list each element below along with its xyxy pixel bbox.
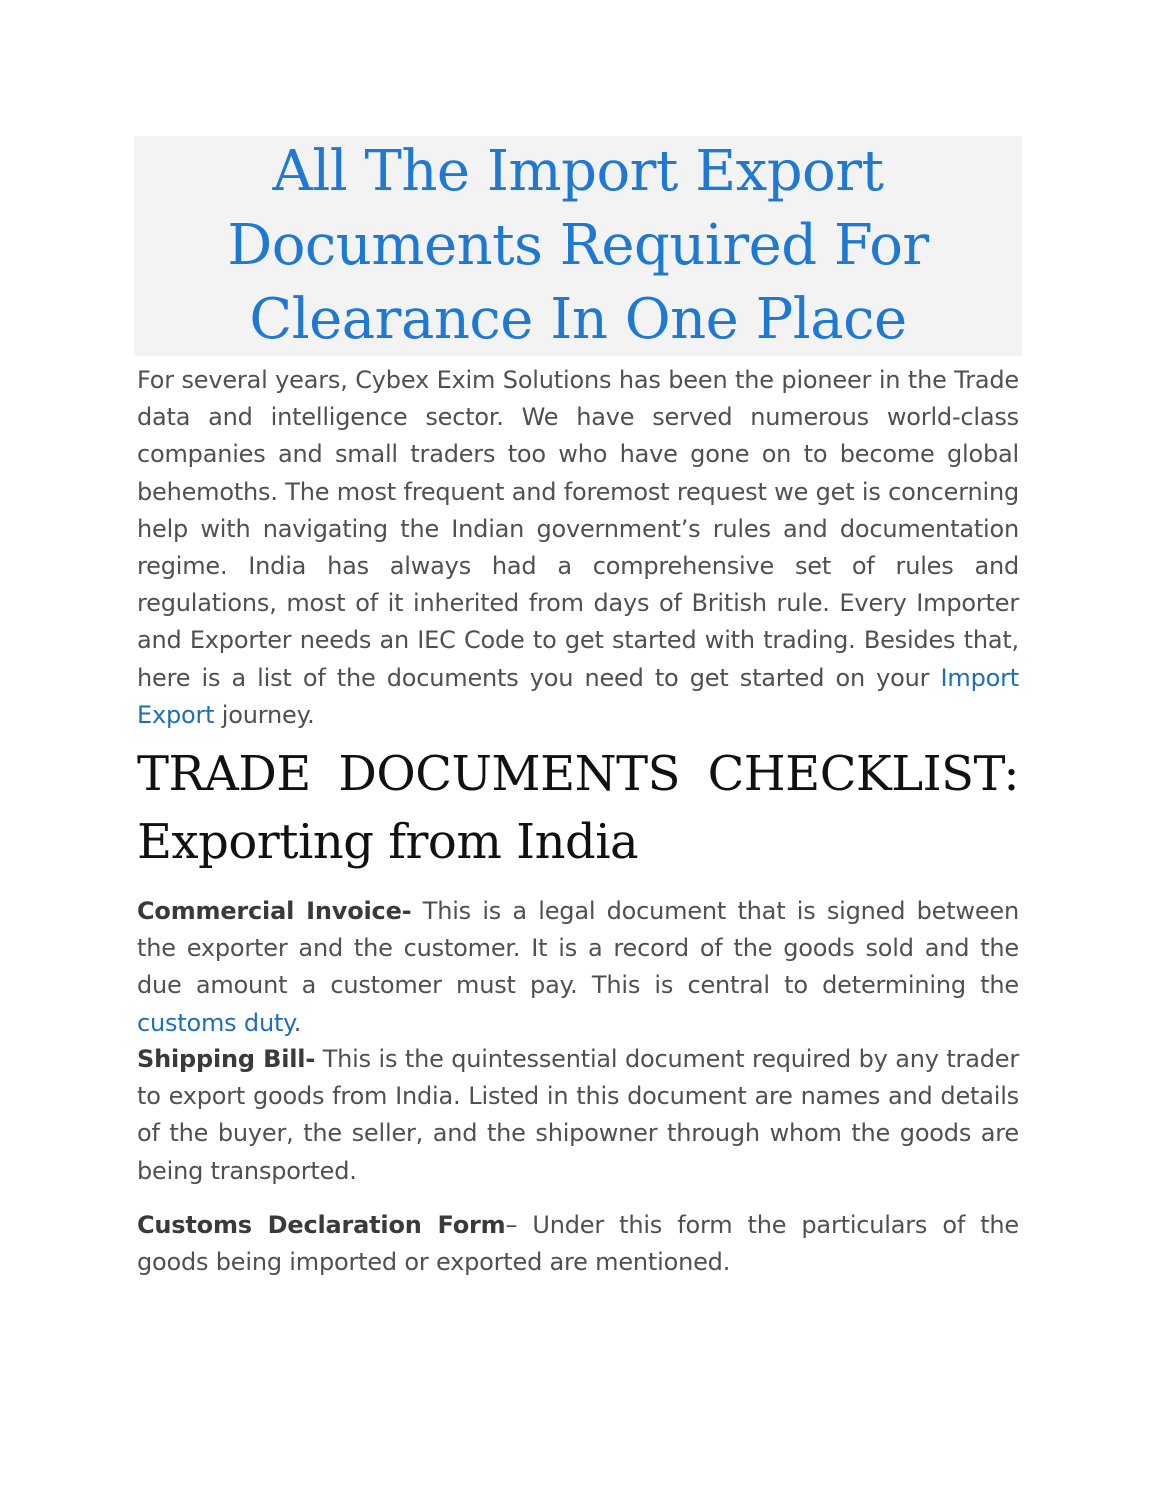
shipping-bill-label: Shipping Bill-: [137, 1045, 316, 1073]
customs-declaration-label: Customs Declaration Form: [137, 1211, 506, 1239]
intro-text-end: journey.: [214, 700, 315, 729]
shipping-bill-item: [137, 1041, 1019, 1190]
heading-word-trade: TRADE: [137, 746, 311, 802]
intro-text: For several years, Cybex Exim Solutions has been the pioneer in the Trade data and intelligence sector. We have served numerous world-class companies and small traders too who have gone on to become global behemoths. The most frequent and foremost request we get is concerning help with navigating the Indian government’s rules and documentation regime. India has always had a comprehensive set of rules and regulations, most of it inherited from days of British rule. Every Importer and Exporter needs an IEC Code to get started with trading. Besides that, here is a list of the documents you need to get started on your: [137, 366, 1019, 692]
intro-paragraph: [137, 362, 1019, 734]
title-box: [134, 136, 1022, 356]
checklist-heading-line-2: Exporting from India: [137, 814, 639, 870]
commercial-invoice-text-end: .: [293, 1008, 302, 1037]
commercial-invoice-text: This is a legal document that is signed between the exporter and the customer. It is a record of the goods sold and the due amount a customer must pay. This is central to determining the: [137, 897, 1019, 1000]
import-export-link[interactable]: Import Export: [137, 663, 1019, 729]
title-line-1: All The Import Export: [272, 139, 884, 204]
customs-duty-link[interactable]: customs duty: [137, 1008, 294, 1037]
customs-declaration-item: [137, 1207, 1019, 1281]
commercial-invoice-item: [137, 893, 1019, 1042]
checklist-heading: [137, 740, 1019, 876]
heading-word-documents: DOCUMENTS: [338, 746, 681, 802]
checklist-heading-line-1: [137, 740, 1019, 808]
customs-declaration-text: – Under this form the particulars of the goods being imported or exported are mentioned.: [137, 1211, 1019, 1277]
commercial-invoice-label: Commercial Invoice-: [137, 897, 412, 925]
title-line-3: Clearance In One Place: [249, 287, 907, 352]
document-title: [148, 135, 1008, 357]
heading-word-checklist: CHECKLIST:: [707, 746, 1019, 802]
title-line-2: Documents Required For: [227, 213, 929, 278]
shipping-bill-text: This is the quintessential document required by any trader to export goods from India. Listed in this document are names and details of the buyer, the seller, and the shipowner through whom the goods are being transported.: [137, 1045, 1019, 1185]
